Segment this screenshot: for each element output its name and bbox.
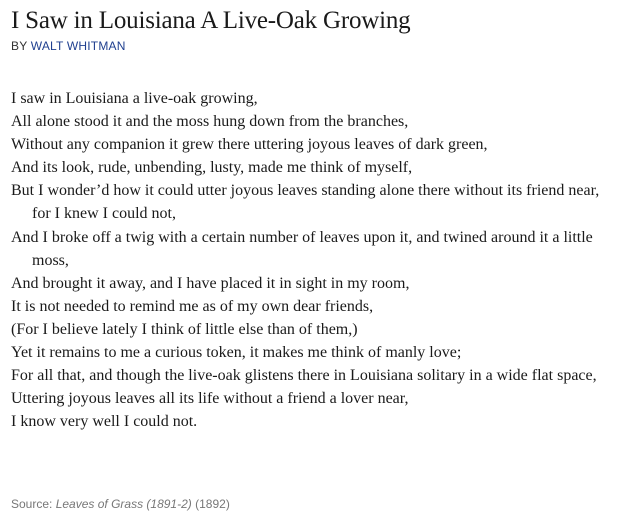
poem-line: And I broke off a twig with a certain number of leaves upon it, and twined around it a little moss, xyxy=(11,228,593,269)
poem-line: For all that, and though the live-oak glistens there in Louisiana solitary in a wide flat space, xyxy=(11,367,597,385)
poem-line: Uttering joyous leaves all its life without a friend a lover near, xyxy=(11,390,409,408)
source-label: Source: xyxy=(11,497,53,511)
poem-line: I saw in Louisiana a live-oak growing, xyxy=(11,90,258,107)
poem-line: But I wonder’d how it could utter joyous leaves standing alone there without its friend near, for I knew I could not, xyxy=(11,182,600,223)
byline xyxy=(11,38,616,54)
source-citation xyxy=(11,496,230,512)
source-work-link[interactable]: Leaves of Grass (1891-2) xyxy=(55,497,192,511)
poem-page xyxy=(11,6,616,433)
poem-line: And its look, rude, unbending, lusty, made me think of myself, xyxy=(11,159,413,177)
byline-prefix: BY xyxy=(11,39,28,53)
poem-line: Without any companion it grew there uttering joyous leaves of dark green, xyxy=(11,136,488,154)
author-link[interactable]: WALT WHITMAN xyxy=(30,39,126,53)
poem-line: I know very well I could not. xyxy=(11,413,198,431)
poem-body xyxy=(11,87,616,433)
poem-line: (For I believe lately I think of little else than of them,) xyxy=(11,320,358,338)
poem-line: All alone stood it and the moss hung down from the branches, xyxy=(11,113,409,131)
poem-title: I Saw in Louisiana A Live-Oak Growing xyxy=(11,7,411,34)
source-year: (1892) xyxy=(195,497,230,511)
poem-line: And brought it away, and I have placed it in sight in my room, xyxy=(11,274,410,292)
poem-line: It is not needed to remind me as of my own dear friends, xyxy=(11,297,374,315)
poem-line: Yet it remains to me a curious token, it makes me think of manly love; xyxy=(11,344,462,362)
